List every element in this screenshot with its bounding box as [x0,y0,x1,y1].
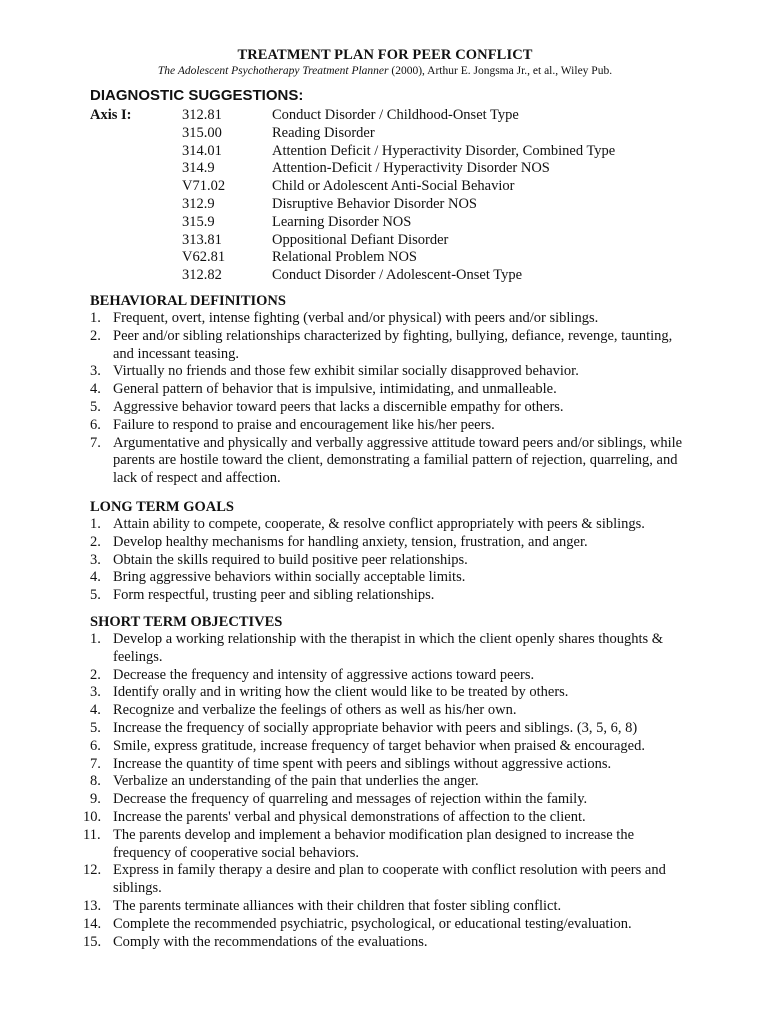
list-item [90,684,690,702]
list-item [90,399,690,417]
diagnosis-row [182,160,615,178]
diagnosis-description: Relational Problem NOS [272,249,417,266]
item-number: 5. [90,398,101,415]
item-number: 4. [90,702,101,719]
diagnosis-row [182,125,615,143]
item-text: Increase the frequency of socially appropriate behavior with peers and siblings. (3, 5, 6, 8) [113,719,638,736]
item-number: 10. [83,808,102,825]
item-text: The parents develop and implement a behavior modification plan designed to increase the frequency of cooperative social behaviors. [113,826,635,861]
section-heading: SHORT TERM OBJECTIVES [90,614,283,630]
item-text: Form respectful, trusting peer and sibling relationships. [113,587,435,604]
diagnosis-row [182,143,615,161]
item-text: Frequent, overt, intense fighting (verbal and/or physical) with peers and/or siblings. [113,310,599,326]
list-item [90,417,690,435]
item-number: 15. [83,933,102,950]
list-item [90,631,690,667]
item-text: Decrease the frequency and intensity of aggressive actions toward peers. [113,666,535,683]
list-item [90,587,690,605]
diagnosis-description: Child or Adolescent Anti-Social Behavior [272,178,515,195]
item-text: The parents terminate alliances with their children that foster sibling conflict. [113,897,562,914]
item-number: 1. [90,631,101,647]
item-number: 12. [83,862,102,879]
list-item [83,933,690,952]
item-text: Attain ability to compete, cooperate, & resolve conflict appropriately with peers & siblings. [113,516,645,532]
long-term-goals-section [90,498,690,605]
item-number: 6. [90,416,101,433]
diagnosis-code: 313.81 [182,231,222,248]
diagnosis-code: 314.01 [182,142,222,159]
item-text: Express in family therapy a desire and plan to cooperate with conflict resolution with peers and siblings. [113,862,666,897]
item-text: Aggressive behavior toward peers that lacks a discernible empathy for others. [113,398,564,415]
item-text: General pattern of behavior that is impulsive, intimidating, and unmalleable. [113,381,557,398]
diagnosis-row [182,249,615,267]
item-number: 3. [90,551,101,568]
diagnosis-list [182,107,615,285]
diagnosis-description: Oppositional Defiant Disorder [272,231,449,248]
list-item [90,310,690,328]
list-item [90,435,690,488]
list-item [90,569,690,587]
item-text: Failure to respond to praise and encouragement like his/her peers. [113,416,495,433]
list-item [83,808,690,827]
diagnosis-row [182,107,615,125]
item-text: Decrease the frequency of quarreling and messages of rejection within the family. [113,791,588,808]
diagnosis-row [182,196,615,214]
diagnosis-code: 315.9 [182,213,215,230]
item-number: 2. [90,533,101,550]
item-text: Develop a working relationship with the therapist in which the client openly shares thoughts & feelings. [113,631,664,665]
item-text: Verbalize an understanding of the pain that underlies the anger. [113,773,479,790]
document-title: TREATMENT PLAN FOR PEER CONFLICT [237,47,533,63]
item-number: 2. [90,327,101,344]
item-number: 4. [90,569,101,586]
book-title: The Adolescent Psychotherapy Treatment Planner [157,65,389,77]
diagnostic-heading: DIAGNOSTIC SUGGESTIONS: [90,87,304,104]
list-item [90,738,690,756]
diagnosis-row [182,267,615,285]
item-text: Bring aggressive behaviors within socially acceptable limits. [113,569,466,586]
list-item [90,552,690,570]
item-text: Comply with the recommendations of the evaluations. [113,933,428,950]
behavioral-definitions-section [90,292,690,488]
diagnosis-code: 312.82 [182,267,222,284]
section-heading: LONG TERM GOALS [90,499,234,515]
item-number: 6. [90,737,101,754]
diagnosis-description: Disruptive Behavior Disorder NOS [272,195,477,212]
diagnosis-description: Conduct Disorder / Adolescent-Onset Type [272,267,523,284]
list-item [83,862,690,898]
item-number: 3. [90,363,101,380]
citation-details: (2000), Arthur E. Jongsma Jr., et al., Wiley Pub. [388,65,613,77]
item-number: 11. [83,826,101,843]
short-term-objectives-section [83,613,690,951]
list-item [90,381,690,399]
item-text: Identify orally and in writing how the client would like to be treated by others. [113,684,569,701]
item-number: 13. [83,897,102,914]
item-number: 9. [90,791,101,808]
list-item [90,328,690,364]
item-number: 1. [90,516,101,532]
item-text: Increase the quantity of time spent with peers and siblings without aggressive actions. [113,755,612,772]
diagnosis-description: Reading Disorder [272,124,375,141]
item-number: 5. [90,719,101,736]
item-text: Smile, express gratitude, increase frequency of target behavior when praised & encouraged. [113,737,645,754]
axis-label: Axis I: [90,107,132,123]
item-text: Recognize and verbalize the feelings of others as well as his/her own. [113,702,517,719]
diagnosis-description: Conduct Disorder / Childhood-Onset Type [272,107,519,123]
item-text: Increase the parents' verbal and physical demonstrations of affection to the client. [113,808,586,825]
diagnosis-description: Attention-Deficit / Hyperactivity Disorder NOS [272,160,550,177]
diagnosis-row [182,232,615,250]
diagnosis-code: 314.9 [182,160,215,177]
diagnosis-row [182,178,615,196]
item-number: 5. [90,587,101,604]
item-number: 4. [90,381,101,398]
item-text: Develop healthy mechanisms for handling anxiety, tension, frustration, and anger. [113,533,588,550]
list-item [90,756,690,774]
section-heading: BEHAVIORAL DEFINITIONS [90,293,286,309]
list-item [90,534,690,552]
item-number: 2. [90,666,101,683]
diagnosis-code: 315.00 [182,124,222,141]
item-number: 1. [90,310,101,326]
list-item [90,516,690,534]
list-item [90,773,690,791]
item-number: 7. [90,755,101,772]
diagnosis-code: V62.81 [182,249,226,266]
list-item [90,363,690,381]
diagnosis-code: 312.9 [182,195,215,212]
item-text: Complete the recommended psychiatric, psychological, or educational testing/evaluation. [113,915,632,932]
list-item [90,720,690,738]
list-item [90,702,690,720]
item-text: Peer and/or sibling relationships characterized by fighting, bullying, defiance, revenge, taunting, and incessant teasing. [113,327,673,362]
diagnosis-code: V71.02 [182,178,226,195]
list-item [90,791,690,809]
item-text: Argumentative and physically and verbally aggressive attitude toward peers and/or siblings, while parents are hostile toward the client, demonstrating a familial pattern of rejection, quarreling, and lack of respect and affection. [113,434,683,487]
document-subtitle [0,65,770,77]
item-number: 3. [90,684,101,701]
list-item [83,897,690,916]
item-number: 8. [90,773,101,790]
diagnosis-row [182,214,615,232]
list-item [83,915,690,934]
list-item [90,667,690,685]
diagnosis-code: 312.81 [182,107,222,123]
diagnosis-description: Attention Deficit / Hyperactivity Disorder, Combined Type [272,142,616,159]
item-number: 14. [83,915,102,932]
diagnosis-description: Learning Disorder NOS [272,213,412,230]
item-text: Virtually no friends and those few exhibit similar socially disapproved behavior. [113,363,579,380]
item-number: 7. [90,434,101,451]
item-text: Obtain the skills required to build positive peer relationships. [113,551,468,568]
list-item [83,826,690,863]
